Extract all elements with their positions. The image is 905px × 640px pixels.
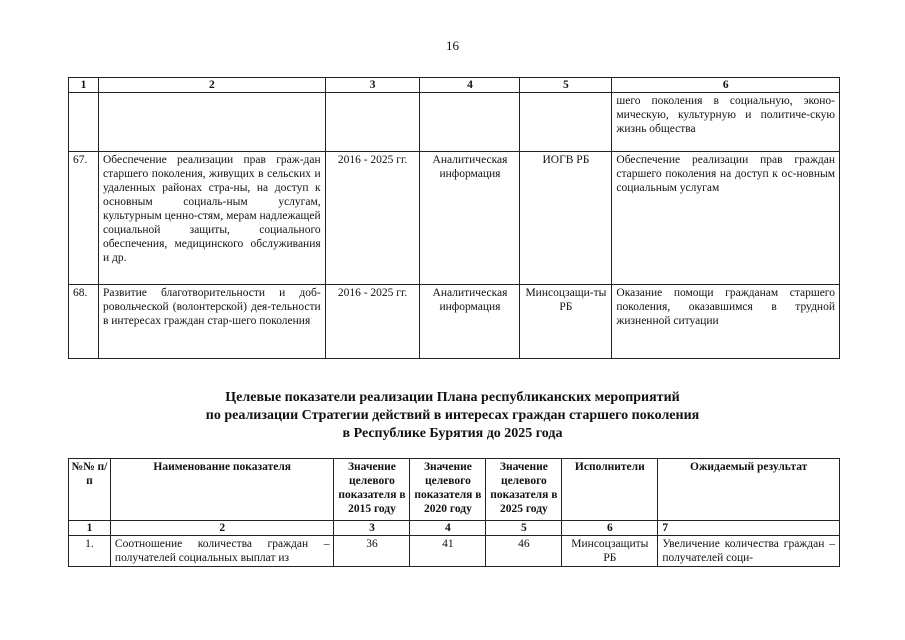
result-cell: Оказание помощи гражданам старшего поколения, оказавшимся в трудной жизненной ситуации	[612, 285, 840, 359]
source-cell	[420, 93, 520, 152]
indicators-table	[68, 458, 840, 567]
indicators-header-row	[69, 459, 840, 521]
table-row	[69, 285, 840, 359]
col-header-name: Наименование показателя	[110, 459, 334, 521]
plan-table	[68, 77, 840, 359]
value-2020-cell: 41	[410, 536, 486, 567]
value-2025-cell: 46	[486, 536, 562, 567]
section-title	[0, 389, 905, 443]
row-number: 67.	[69, 152, 99, 285]
period-cell: 2016 - 2025 гг.	[325, 285, 420, 359]
col-header-expected: Ожидаемый результат	[658, 459, 840, 521]
column-number: 7	[658, 521, 840, 536]
col-header-2025: Значение целевого показателя в 2025 году	[486, 459, 562, 521]
result-cell: Обеспечение реализации прав граждан старшего поколения на доступ к ос-новным социальным услугам	[612, 152, 840, 285]
section-title-line: по реализации Стратегии действий в интересах граждан старшего поколения	[205, 408, 700, 423]
executor-cell: ИОГВ РБ	[520, 152, 612, 285]
result-cell: шего поколения в социальную, эконо-мическую, культурную и политиче-скую жизнь общества	[612, 93, 840, 152]
value-2015-cell: 36	[334, 536, 410, 567]
event-cell	[98, 93, 325, 152]
col-header-executors: Исполнители	[562, 459, 658, 521]
executor-cell: Минсоцзащи-ты РБ	[520, 285, 612, 359]
column-number: 3	[334, 521, 410, 536]
col-header-2020: Значение целевого показателя в 2020 году	[410, 459, 486, 521]
period-cell: 2016 - 2025 гг.	[325, 152, 420, 285]
source-cell: Аналитическая информация	[420, 285, 520, 359]
executors-cell: Минсоцзащиты РБ	[562, 536, 658, 567]
plan-col-header: 1	[69, 78, 99, 93]
plan-col-header: 4	[420, 78, 520, 93]
event-cell: Обеспечение реализации прав граж-дан старшего поколения, живущих в сельских и удаленных районах стра-ны, на доступ к основным социаль-ным услугам, культурным ценно-стям, мерам надлежащей социальной защиты, социального обеспечения, медицинского обслуживания и др.	[98, 152, 325, 285]
plan-col-header: 6	[612, 78, 840, 93]
event-cell: Развитие благотворительности и доб-ровольческой (волонтерской) дея-тельности в интересах граждан стар-шего поколения	[98, 285, 325, 359]
row-number	[69, 93, 99, 152]
section-title-line: Целевые показатели реализации Плана республиканских мероприятий	[225, 390, 680, 405]
indicator-name-cell: Соотношение количества граждан – получателей социальных выплат из	[110, 536, 334, 567]
table-row	[69, 93, 840, 152]
column-number: 6	[562, 521, 658, 536]
plan-col-header: 5	[520, 78, 612, 93]
plan-col-header: 3	[325, 78, 420, 93]
row-number: 1.	[69, 536, 111, 567]
col-header-2015: Значение целевого показателя в 2015 году	[334, 459, 410, 521]
column-number: 2	[110, 521, 334, 536]
column-number: 4	[410, 521, 486, 536]
plan-col-header: 2	[98, 78, 325, 93]
executor-cell	[520, 93, 612, 152]
section-title-line: в Республике Бурятия до 2025 года	[342, 426, 563, 441]
col-header-num: №№ п/п	[69, 459, 111, 521]
source-cell: Аналитическая информация	[420, 152, 520, 285]
row-number: 68.	[69, 285, 99, 359]
table-row	[69, 152, 840, 285]
period-cell	[325, 93, 420, 152]
plan-table-header-row	[69, 78, 840, 93]
table-row	[69, 536, 840, 567]
column-number: 1	[69, 521, 111, 536]
column-number-row	[69, 521, 840, 536]
column-number: 5	[486, 521, 562, 536]
expected-result-cell: Увеличение количества граждан – получателей соци-	[658, 536, 840, 567]
page-number: 16	[446, 38, 459, 53]
